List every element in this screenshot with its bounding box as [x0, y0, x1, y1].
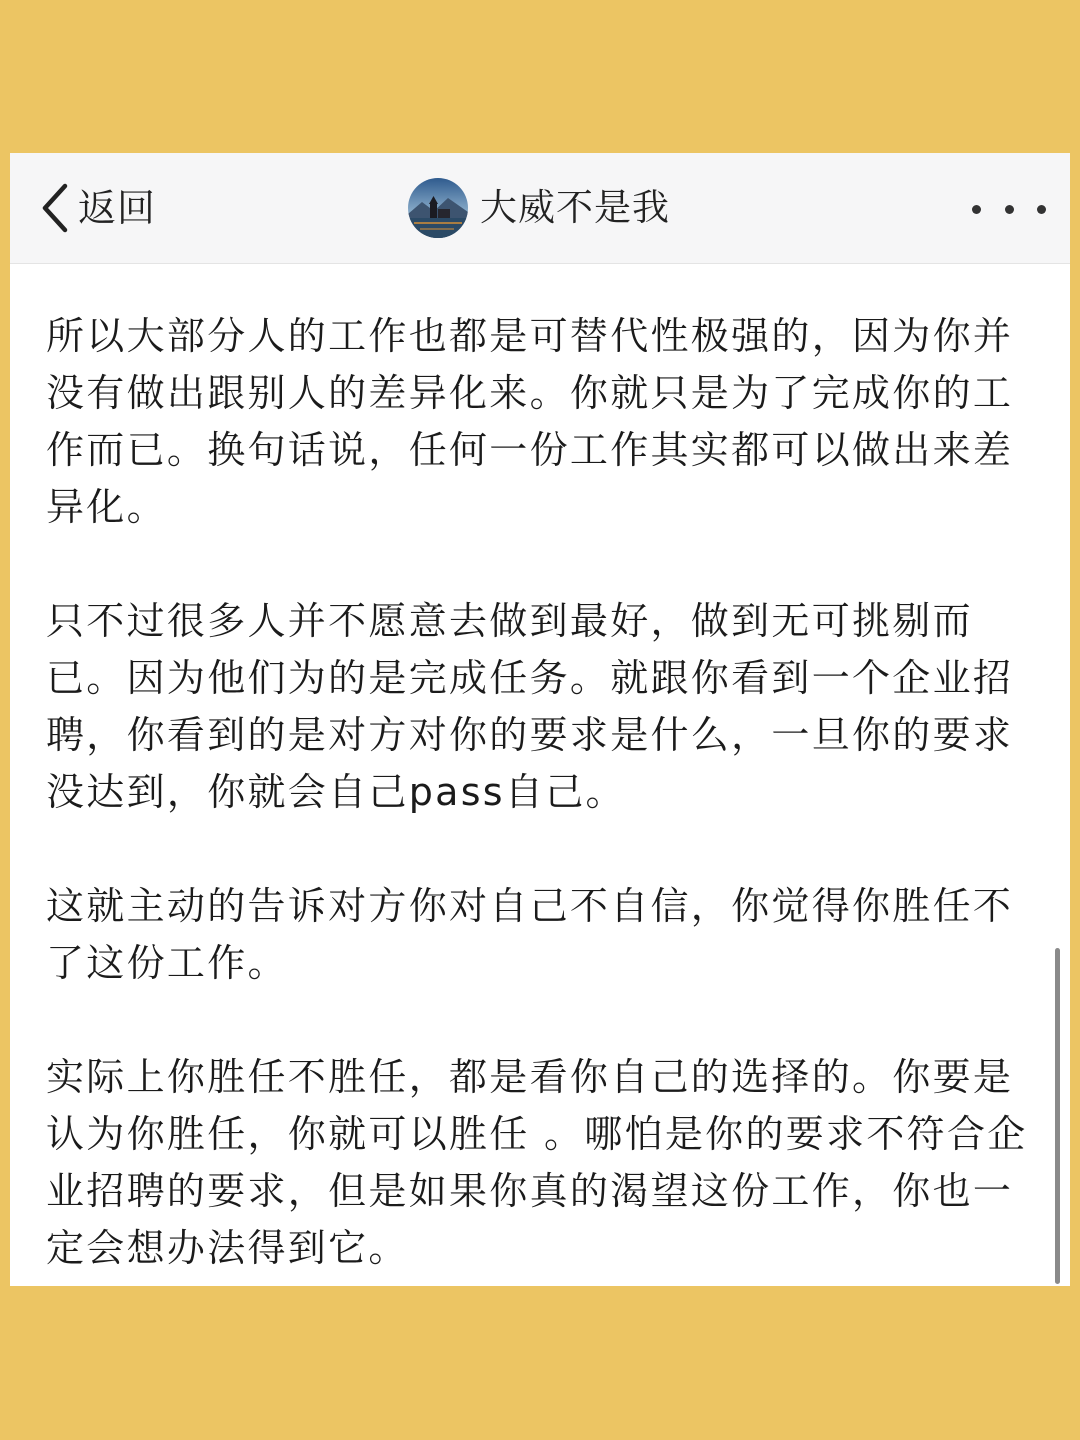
author-name[interactable]: 大威不是我 — [480, 186, 670, 229]
paragraph: 这就主动的告诉对方你对自己不自信，你觉得你胜任不了这份工作。 — [46, 884, 1014, 985]
chevron-left-icon — [38, 182, 72, 234]
vertical-scrollbar[interactable] — [1055, 948, 1060, 1284]
back-label: 返回 — [78, 186, 157, 230]
paragraph: 只不过很多人并不愿意去做到最好，做到无可挑剔而已。因为他们为的是完成任务。就跟你看到一个企业招聘，你看到的是对方对你的要求是什么，一旦你的要求没达到，你就会自己pass自己。 — [46, 599, 1014, 814]
more-horizontal-icon — [1005, 205, 1014, 214]
more-options-button[interactable] — [972, 189, 1046, 229]
paragraph: 所以大部分人的工作也都是可替代性极强的，因为你并没有做出跟别人的差异化来。你就只是为了完成你的工作而已。换句话说，任何一份工作其实都可以做出来差异化。 — [46, 314, 1014, 529]
avatar[interactable] — [408, 178, 468, 238]
more-horizontal-icon — [972, 205, 981, 214]
author-info[interactable] — [408, 177, 670, 239]
back-button[interactable] — [38, 179, 156, 237]
note-body — [46, 308, 1031, 1277]
top-nav-bar — [10, 153, 1070, 264]
paragraph: 实际上你胜任不胜任，都是看你自己的选择的。你要是认为你胜任，你就可以胜任 。哪怕是你的要求不符合企业招聘的要求，但是如果你真的渴望这份工作，你也一定会想办法得到它。 — [46, 1055, 1028, 1270]
note-card — [10, 153, 1070, 1286]
more-horizontal-icon — [1037, 205, 1046, 214]
